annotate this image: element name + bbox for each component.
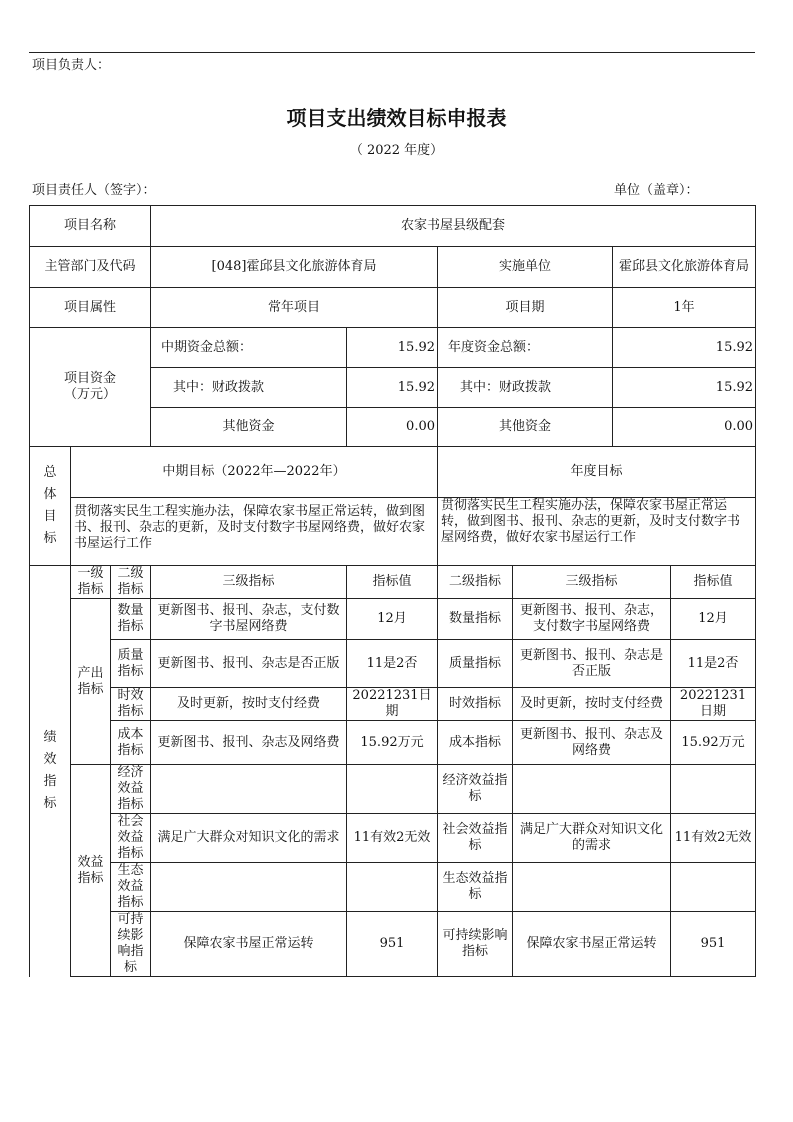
top-divider [29,52,755,53]
row-l3: 更新图书、报刊、杂志，支付数字书屋网络费 [151,599,347,640]
row-l2: 数量指标 [111,599,151,640]
period-label: 项目期 [438,288,613,328]
row-l3 [151,765,347,814]
row-r-l2: 经济效益指标 [438,765,513,814]
year-fiscal-label: 其中：财政拨款 [438,368,613,408]
year-other: 0.00 [613,408,756,447]
row-r-l3: 更新图书、报刊、杂志，支付数字书屋网络费 [513,599,671,640]
row-r-l2: 社会效益指标 [438,814,513,863]
header-level3: 三级指标 [151,566,347,599]
row-value: 11有效2无效 [347,814,438,863]
row-l3: 更新图书、报刊、杂志及网络费 [151,721,347,765]
row-r-value: 11是2否 [671,640,756,688]
row-l2: 经济效益指标 [111,765,151,814]
year-total: 15.92 [613,328,756,368]
project-leader-label: 项目负责人： [32,58,111,73]
row-value: 11是2否 [347,640,438,688]
unit-seal-label: 单位（盖章）： [614,183,699,198]
mid-goal-label: 中期目标（2022年—2022年） [71,447,438,498]
row-r-l3 [513,765,671,814]
performance-table [29,205,756,977]
mid-fiscal: 15.92 [347,368,438,408]
header-r-level2: 二级指标 [438,566,513,599]
row-l3 [151,863,347,912]
project-name-label: 项目名称 [30,206,151,247]
year-label: （ 2022 年度） [349,143,444,158]
group-output: 产出指标 [71,599,111,765]
row-r-l3: 更新图书、报刊、杂志是否正版 [513,640,671,688]
dept-label: 主管部门及代码 [30,247,151,288]
attr-label: 项目属性 [30,288,151,328]
row-r-l2: 质量指标 [438,640,513,688]
row-l3: 更新图书、报刊、杂志是否正版 [151,640,347,688]
year-goal-label: 年度目标 [438,447,756,498]
row-value: 951 [347,912,438,977]
funds-label: 项目资金（万元） [30,328,151,447]
period: 1年 [613,288,756,328]
row-r-value [671,765,756,814]
row-l2: 可持续影响指标 [111,912,151,977]
row-l2: 社会效益指标 [111,814,151,863]
row-r-l2: 时效指标 [438,688,513,721]
header-r-value: 指标值 [671,566,756,599]
row-value: 20221231日期 [347,688,438,721]
year-fiscal: 15.92 [613,368,756,408]
row-r-l3: 及时更新，按时支付经费 [513,688,671,721]
year-total-label: 年度资金总额： [438,328,613,368]
attr: 常年项目 [151,288,438,328]
row-value [347,863,438,912]
row-r-l2: 数量指标 [438,599,513,640]
row-r-l2: 可持续影响指标 [438,912,513,977]
mid-other: 0.00 [347,408,438,447]
row-l2: 质量指标 [111,640,151,688]
impl: 霍邱县文化旅游体育局 [613,247,756,288]
mid-total: 15.92 [347,328,438,368]
header-level1: 一级指标 [71,566,111,599]
row-r-value [671,863,756,912]
overall-goal-label: 总体目标 [30,447,71,566]
header-value: 指标值 [347,566,438,599]
year-goal-text: 贯彻落实民生工程实施办法，保障农家书屋正常运转，做到图书、报刊、杂志的更新，及时支付数字书屋网络费，做好农家书屋运行工作 [438,498,756,566]
header-level2: 二级指标 [111,566,151,599]
row-r-l3: 满足广大群众对知识文化的需求 [513,814,671,863]
row-r-value: 15.92万元 [671,721,756,765]
row-value: 12月 [347,599,438,640]
row-r-value: 951 [671,912,756,977]
row-l2: 成本指标 [111,721,151,765]
year-other-label: 其他资金 [438,408,613,447]
row-r-value: 20221231日期 [671,688,756,721]
row-r-l2: 生态效益指标 [438,863,513,912]
mid-total-label: 中期资金总额： [151,328,347,368]
row-r-value: 12月 [671,599,756,640]
row-r-l3: 保障农家书屋正常运转 [513,912,671,977]
row-l3: 保障农家书屋正常运转 [151,912,347,977]
row-r-l3 [513,863,671,912]
row-l3: 满足广大群众对知识文化的需求 [151,814,347,863]
project-name: 农家书屋县级配套 [151,206,756,247]
row-r-l3: 更新图书、报刊、杂志及网络费 [513,721,671,765]
row-r-value: 11有效2无效 [671,814,756,863]
row-value [347,765,438,814]
row-l3: 及时更新，按时支付经费 [151,688,347,721]
page-title: 项目支出绩效目标申报表 [286,106,507,130]
mid-fiscal-label: 其中：财政拨款 [151,368,347,408]
responsible-label: 项目责任人（签字）： [32,183,156,198]
indicators-label: 绩效指标 [30,566,71,977]
mid-goal-text: 贯彻落实民生工程实施办法，保障农家书屋正常运转，做到图书、报刊、杂志的更新，及时支付数字书屋网络费，做好农家书屋运行工作 [71,498,438,566]
group-benefit: 效益指标 [71,765,111,977]
header-r-level3: 三级指标 [513,566,671,599]
dept: [048]霍邱县文化旅游体育局 [151,247,438,288]
row-l2: 时效指标 [111,688,151,721]
mid-other-label: 其他资金 [151,408,347,447]
row-l2: 生态效益指标 [111,863,151,912]
row-r-l2: 成本指标 [438,721,513,765]
row-value: 15.92万元 [347,721,438,765]
impl-label: 实施单位 [438,247,613,288]
